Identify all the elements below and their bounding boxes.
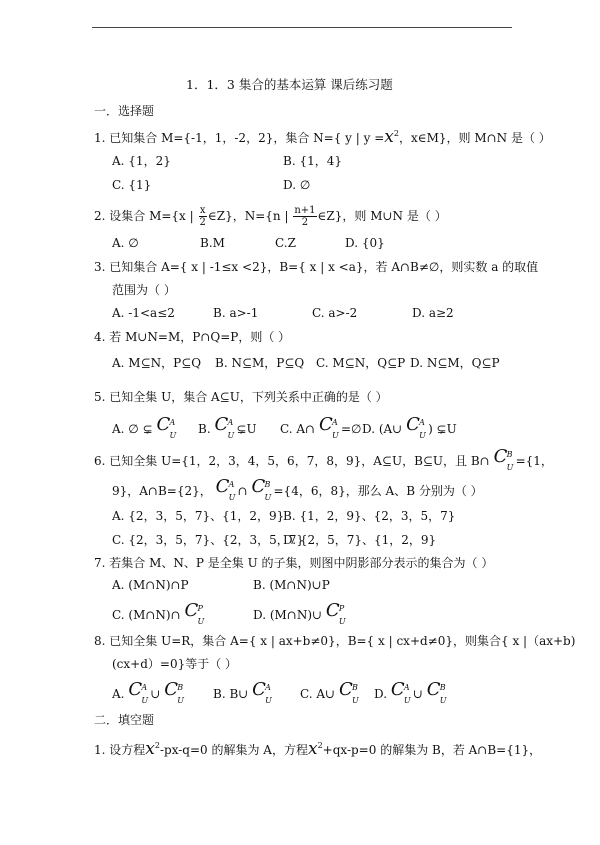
section-heading-choice: 一．选择题 (94, 104, 155, 118)
complement-symbol: C A U (318, 414, 339, 440)
complement-symbol: C A U (390, 679, 411, 705)
question-7-option-d: D. (M∩N)∪ C P U (253, 605, 348, 623)
complement-symbol: C P U (184, 600, 205, 626)
question-2-stem: 2. 设集合 M={x | $\frac{x}{2}$ ∈Z}，N={n | $\frac{n+1}{2}$ ∈Z}，则 M∪N 是（ ） (94, 205, 447, 228)
question-6-option-d: D. {2，5，7}、{1，2，9} (283, 533, 437, 547)
question-7-option-a: A. (M∩N)∩P (112, 578, 189, 592)
question-1-option-d: D. ∅ (283, 178, 311, 192)
complement-symbol: C P U (325, 600, 346, 626)
question-1-option-b: B. {1，4} (283, 154, 342, 168)
complement-symbol: C A U (214, 414, 235, 440)
fill-question-1: 1. 设方程$x^2-px-q=0$ 的解集为 A，方程$x^2+qx-p=0$ 的解集为 B，若 A∩B={1}， (94, 739, 542, 759)
complement-symbol: C A U (128, 679, 149, 705)
fraction-x-over-2: $\frac{x}{2}$ (199, 205, 206, 228)
question-8-option-d: D. C A U ∪ C B U (374, 684, 449, 702)
question-8-option-b: B. B∪ C A U (213, 684, 274, 702)
question-7-stem: 7. 若集合 M、N、P 是全集 U 的子集，则图中阴影部分表示的集合为（ ） (94, 556, 494, 570)
question-8-stem-line1: 8. 已知全集 U=R，集合 A={ x | ax+b≠0}，B={ x | cx+d≠0}，则集合{ x |（ax+b) (94, 634, 576, 648)
question-4-option-d: D. N⊆M，Q⊆P (410, 356, 500, 370)
complement-symbol: C B U (338, 679, 359, 705)
question-1-stem: 1. 已知集合 M={-1，1，-2，2}，集合 N={ y | $y =x^2$，x∈M}，则 M∩N 是（ ） (94, 127, 551, 147)
question-3-option-d: D. a≥2 (412, 306, 454, 320)
question-4-option-a: A. M⊆N，P⊆Q (112, 356, 202, 370)
question-6-stem-line2: 9}，A∩B={2}， C A U ∩ C B U ={4，6，8}，那么 A、B 分别为（ ） (112, 476, 483, 502)
question-8-option-c: C. A∪ C B U (300, 684, 361, 702)
question-2-option-d: D. {0} (345, 236, 385, 250)
question-5-option-a: A. ∅ ⊊ C A U (112, 419, 178, 437)
complement-symbol: C B U (251, 476, 272, 502)
question-4-option-b: B. N⊆M，P⊆Q (215, 356, 305, 370)
question-2-option-b: B.M (200, 236, 225, 250)
question-3-option-b: B. a>-1 (213, 306, 259, 320)
fraction-n-plus-1-over-2: $\frac{n+1}{2}$ (294, 205, 316, 228)
question-5-option-b: B. C A U ⊊U (198, 414, 257, 440)
question-5-stem: 5. 已知全集 U，集合 A⊆U，下列关系中正确的是（ ） (94, 390, 388, 404)
question-4-stem: 4. 若 M∪N=M，P∩Q=P，则（ ） (94, 330, 291, 344)
question-3-stem-line1: 3. 已知集合 A={ x | -1≤x <2}，B={ x | x <a}，若 A∩B≠∅，则实数 a 的取值 (94, 260, 539, 274)
complement-symbol: C A U (215, 476, 236, 502)
question-7-option-b: B. (M∩N)∪P (253, 578, 330, 592)
question-5-option-c: C. A∩ C A U =∅ (280, 414, 362, 440)
complement-symbol: C A U (156, 414, 177, 440)
question-7-option-c: C. (M∩N)∩ C P U (112, 605, 206, 623)
complement-symbol: C B U (164, 679, 184, 705)
complement-symbol: C B U (426, 679, 447, 705)
question-6-stem-line1: 6. 已知全集 U={1，2，3，4，5，6，7，8，9}，A⊆U，B⊆U，且 B∩ C B U ={1， (94, 446, 553, 472)
question-3-stem-line2: 范围为（ ） (112, 283, 176, 297)
question-2-option-a: A. ∅ (112, 236, 139, 250)
question-3-option-c: C. a>-2 (312, 306, 358, 320)
question-5-option-d: D. (A∪ C A U ) ⊊U (362, 414, 457, 440)
question-1-option-a: A. {1，2} (112, 154, 171, 168)
question-2-option-c: C.Z (275, 236, 296, 250)
section-heading-fill: 二．填空题 (94, 713, 155, 727)
question-4-option-c: C. M⊆N，Q⊆P (316, 356, 406, 370)
question-6-option-b: B. {1，2，9}、{2，3，5，7} (283, 509, 456, 523)
complement-symbol: C B U (493, 446, 514, 472)
question-6-option-c: C. {2，3，5，7}、{2，3，5，7} (112, 533, 305, 547)
question-3-option-a: A. -1<a≤2 (112, 306, 175, 320)
question-8-stem-line2: (cx+d）=0}等于（ ） (112, 657, 238, 671)
question-1-option-c: C. {1} (112, 178, 152, 192)
complement-symbol: C A U (252, 679, 272, 705)
top-rule (92, 27, 512, 28)
complement-symbol: C A U (406, 414, 426, 440)
question-8-option-a: A. C A U ∪ C B U (112, 684, 186, 702)
page-title: 1．1．3 集合的基本运算 课后练习题 (186, 77, 393, 92)
question-6-option-a: A. {2，3，5，7}、{1，2，9} (112, 509, 285, 523)
